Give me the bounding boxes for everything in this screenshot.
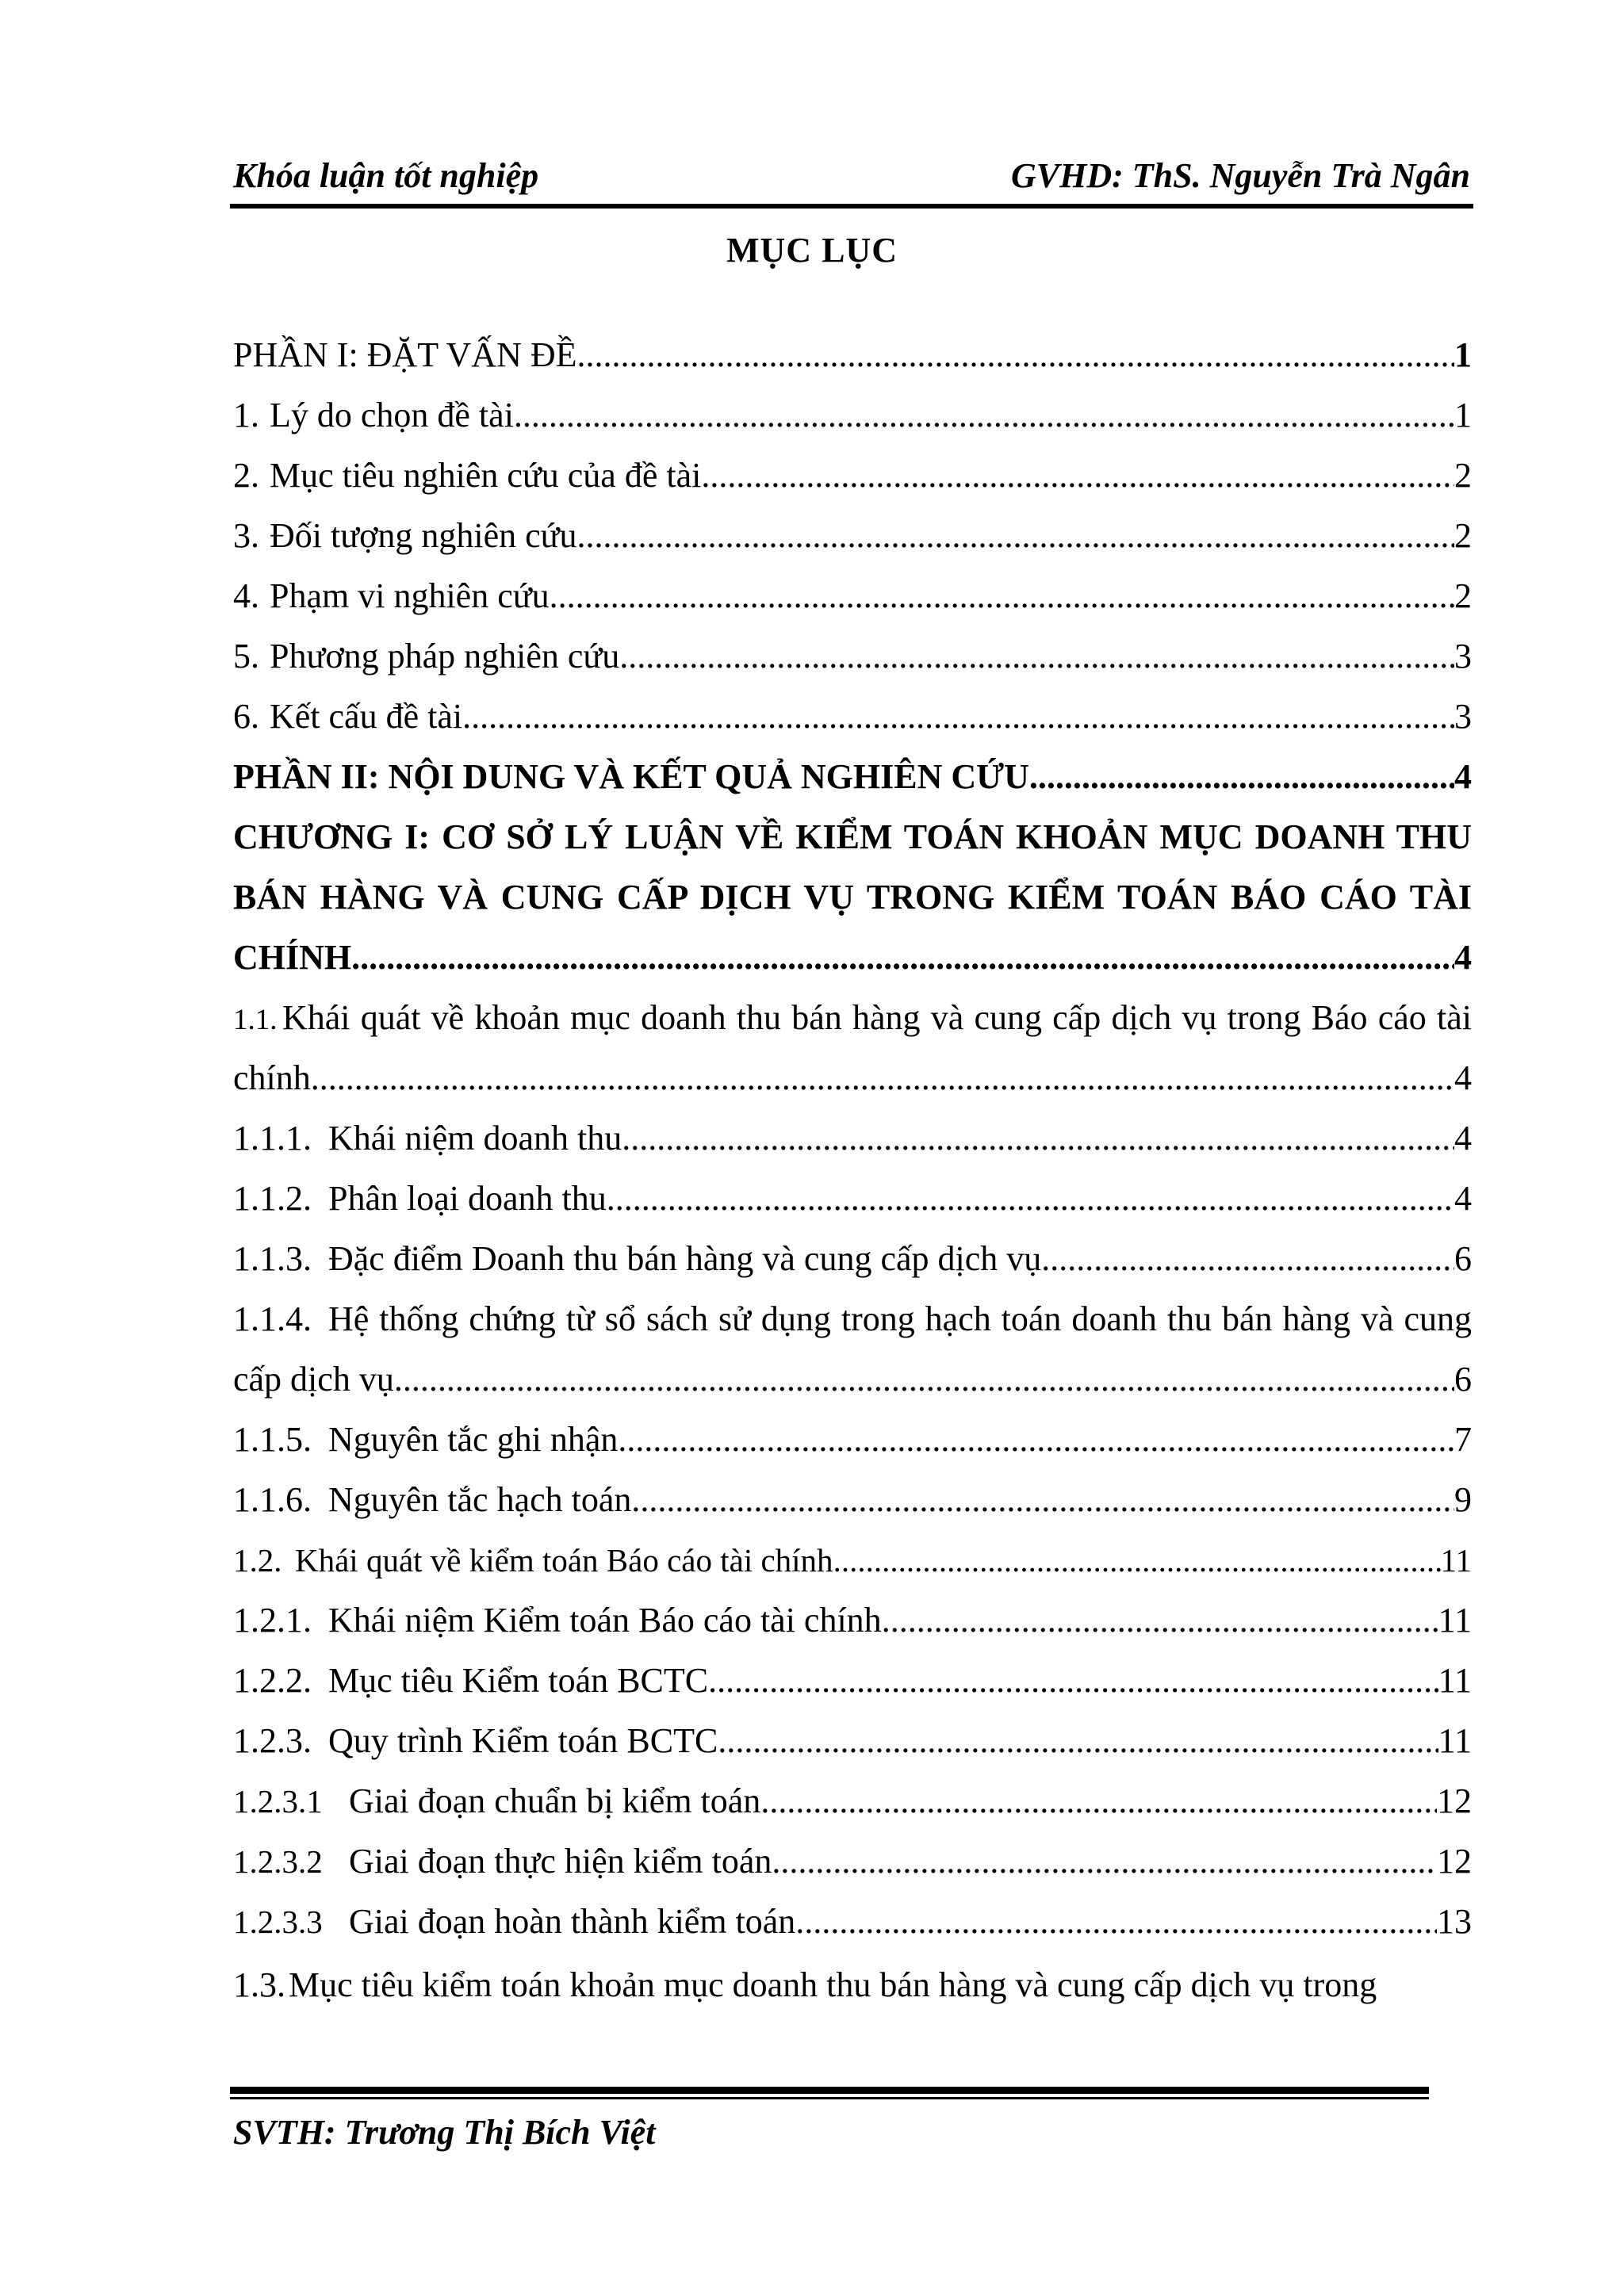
toc-entry[interactable]: PHẦN II: NỘI DUNG VÀ KẾT QUẢ NGHIÊN CỨU ..... 4 (233, 747, 1472, 807)
toc-entry[interactable]: 1.2.3. Quy trình Kiểm toán BCTC ..... 11 (233, 1711, 1472, 1771)
toc-entry[interactable]: PHẦN I: ĐẶT VẤN ĐỀ ..... 1 (233, 325, 1472, 385)
footer-rule-thin (230, 2097, 1429, 2099)
toc-entry[interactable]: 1.1.4. Hệ thống chứng từ sổ sách sử dụng trong hạch toán doanh thu bán hàng và cung (233, 1299, 1472, 1338)
page-header (233, 155, 1470, 196)
toc-entry[interactable]: 1.2.3.3 Giai đoạn hoàn thành kiểm toán ..... 13 (233, 1892, 1472, 1952)
toc-entry[interactable]: CHƯƠNG I: CƠ SỞ LÝ LUẬN VỀ KIỂM TOÁN KHOẢN MỤC DOANH THU (233, 817, 1472, 856)
toc-entry[interactable]: 3. Đối tượng nghiên cứu ..... 2 (233, 506, 1472, 566)
toc-entry[interactable]: 6. Kết cấu đề tài ..... 3 (233, 687, 1472, 747)
toc-entry[interactable]: 2. Mục tiêu nghiên cứu của đề tài ..... 2 (233, 446, 1472, 506)
toc-entry[interactable]: 1.2.2. Mục tiêu Kiểm toán BCTC ..... 11 (233, 1651, 1472, 1711)
toc-entry[interactable]: 1.1.1. Khái niệm doanh thu ..... 4 (233, 1108, 1472, 1169)
header-left: Khóa luận tốt nghiệp (233, 156, 539, 195)
toc-entry: cấp dịch vụ ..... 6 (233, 1349, 1472, 1410)
header-rule (230, 204, 1473, 209)
toc-entry[interactable]: 1.1.2. Phân loại doanh thu ..... 4 (233, 1169, 1472, 1229)
page-title: MỤC LỤC (726, 231, 898, 270)
toc-entry[interactable]: 1.1.5. Nguyên tắc ghi nhận ..... 7 (233, 1410, 1472, 1470)
toc-entry: BÁN HÀNG VÀ CUNG CẤP DỊCH VỤ TRONG KIỂM TOÁN BÁO CÁO TÀI (233, 878, 1472, 916)
toc-entry[interactable]: 1.3. Mục tiêu kiểm toán khoản mục doanh thu bán hàng và cung cấp dịch vụ trong (233, 1965, 1377, 2004)
toc-entry[interactable]: 1.2.1. Khái niệm Kiểm toán Báo cáo tài chính ..... 11 (233, 1590, 1472, 1651)
toc-entry[interactable]: 4. Phạm vi nghiên cứu ..... 2 (233, 566, 1472, 626)
toc-entry[interactable]: 1.1.3. Đặc điểm Doanh thu bán hàng và cung cấp dịch vụ ..... 6 (233, 1229, 1472, 1289)
toc-entry[interactable]: 1.2.3.2 Giai đoạn thực hiện kiểm toán ..... 12 (233, 1831, 1472, 1892)
toc-entry: chính ..... 4 (233, 1048, 1472, 1108)
page-footer: SVTH: Trương Thị Bích Việt (233, 2113, 656, 2152)
header-right: GVHD: ThS. Nguyễn Trà Ngân (1011, 156, 1470, 195)
toc-entry[interactable]: 1.1.6. Nguyên tắc hạch toán ..... 9 (233, 1470, 1472, 1530)
toc-entry[interactable]: 1.1. Khái quát về khoản mục doanh thu bán hàng và cung cấp dịch vụ trong Báo cáo tài (233, 998, 1472, 1037)
toc-entry: CHÍNH ..... 4 (233, 928, 1472, 988)
toc-entry[interactable]: 1.2. Khái quát về kiểm toán Báo cáo tài chính ..... 11 (233, 1530, 1472, 1590)
toc-entry[interactable]: 1.2.3.1 Giai đoạn chuẩn bị kiểm toán ..... 12 (233, 1771, 1472, 1831)
toc-entry[interactable]: 5. Phương pháp nghiên cứu ..... 3 (233, 626, 1472, 687)
footer-rule-thick (230, 2087, 1429, 2094)
toc-entry[interactable]: 1. Lý do chọn đề tài ..... 1 (233, 385, 1472, 446)
